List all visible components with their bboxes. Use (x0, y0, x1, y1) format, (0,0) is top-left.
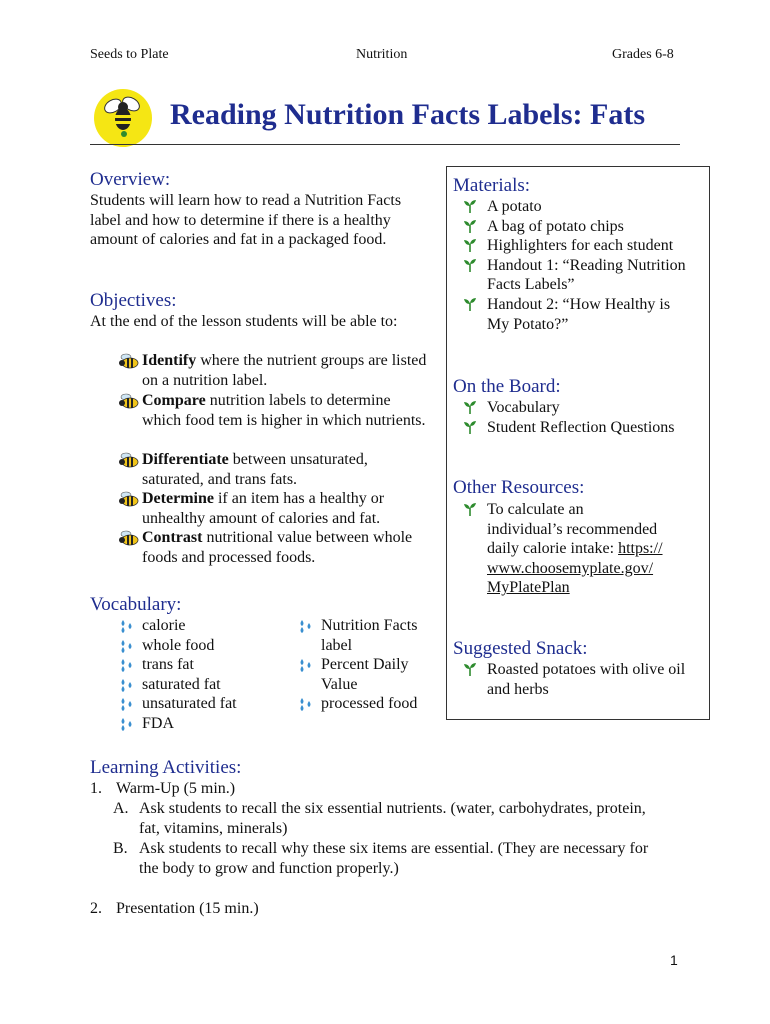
materials-item: A bag of potato chips (487, 217, 624, 235)
list-item (463, 418, 693, 438)
objective-text: if an item has a healthy or unhealthy amount of calories and fat. (142, 490, 385, 527)
step1a-text: Ask students to recall the six essential nutrients. (water, carbohydrates, protein, fat, vitamins, minerals) (139, 800, 646, 837)
board-list (463, 398, 693, 437)
title-rule (90, 144, 680, 145)
step1a-letter: A. (113, 800, 129, 817)
resources-heading: Other Resources: (453, 477, 585, 498)
sprout-icon (463, 501, 477, 523)
snack-heading: Suggested Snack: (453, 638, 588, 659)
list-item (463, 236, 693, 256)
objective-item (118, 351, 428, 390)
board-item: Vocabulary (487, 399, 560, 416)
vocab-term: trans fat (142, 656, 194, 674)
vocabulary-heading: Vocabulary: (90, 594, 182, 615)
bee-icon (118, 450, 140, 476)
objectives-intro: At the end of the lesson students will be able to: (90, 313, 398, 330)
objective-verb: Differentiate (142, 451, 229, 468)
header-center: Nutrition (356, 47, 408, 62)
step1-text: Warm-Up (5 min.) (116, 780, 236, 797)
step1-number: 1. (90, 780, 102, 797)
step1b-text: Ask students to recall why these six items are essential. (They are necessary for the body to grow and function properly.) (139, 840, 649, 877)
objective-text: nutrition labels to determine which food tem is higher in which nutrients. (142, 392, 426, 429)
objective-text: between unsaturated, saturated, and trans fats. (142, 451, 368, 488)
choosemyplate-link[interactable]: https://www.choosemyplate.gov/MyPlatePlan (487, 540, 663, 597)
list-item (297, 616, 432, 655)
step2-number: 2. (90, 900, 102, 917)
vocabulary-list-right (297, 616, 432, 714)
list-item (118, 714, 288, 734)
vocab-term: Percent Daily Value (321, 656, 409, 693)
vocab-term: whole food (142, 636, 215, 654)
page-number: 1 (670, 952, 678, 968)
list-item (118, 655, 288, 675)
droplets-icon (297, 696, 315, 718)
activities-heading: Learning Activities: (90, 757, 242, 778)
bee-icon (118, 391, 140, 417)
vocab-term: unsaturated fat (142, 695, 237, 713)
vocab-term: saturated fat (142, 675, 221, 693)
list-item (463, 295, 693, 334)
list-item (297, 655, 432, 694)
step1b-letter: B. (113, 840, 128, 857)
vocab-term: Nutrition Facts label (321, 617, 418, 654)
sprout-icon (463, 257, 477, 279)
list-item (118, 675, 288, 695)
vocab-term: FDA (142, 714, 175, 732)
snack-list (463, 660, 693, 699)
bee-icon (118, 528, 140, 554)
list-item (118, 636, 288, 656)
materials-item: Handout 1: “Reading Nutrition Facts Labels” (487, 256, 686, 294)
list-item (463, 660, 693, 699)
sprout-icon (463, 661, 477, 683)
materials-heading: Materials: (453, 175, 531, 196)
list-item (118, 616, 288, 636)
resources-text: To calculate an individual’s recommended daily calorie intake: (487, 501, 658, 558)
overview-heading: Overview: (90, 169, 171, 190)
materials-item: Handout 2: “How Healthy is My Potato?” (487, 295, 671, 333)
droplets-icon (118, 716, 136, 738)
objective-item (118, 450, 428, 489)
overview-text: Students will learn how to read a Nutrition Facts label and how to determine if there is a healthy amount of calories and fat in a packaged food. (90, 192, 402, 249)
objective-verb: Determine (142, 490, 214, 507)
sprout-icon (463, 419, 477, 441)
materials-item: A potato (487, 198, 542, 215)
objective-text: where the nutrient groups are listed on a nutrition label. (142, 352, 427, 389)
objective-item (118, 528, 428, 567)
list-item (463, 197, 693, 217)
vocab-term: processed food (321, 695, 418, 713)
objective-text: nutritional value between whole foods and processed foods. (142, 529, 413, 566)
materials-box (446, 166, 710, 720)
sprout-icon (463, 296, 477, 318)
list-item (297, 694, 432, 714)
droplets-icon (297, 618, 315, 640)
droplets-icon (297, 657, 315, 679)
list-item (463, 500, 663, 598)
objectives-heading: Objectives: (90, 290, 177, 311)
header-left: Seeds to Plate (90, 47, 169, 62)
materials-list (463, 197, 693, 334)
board-item: Student Reflection Questions (487, 418, 675, 436)
snack-item: Roasted potatoes with olive oil and herbs (487, 661, 686, 698)
step2-text: Presentation (15 min.) (116, 900, 259, 917)
materials-item: Highlighters for each student (487, 237, 674, 255)
objective-item (118, 489, 428, 528)
vocabulary-list-left (118, 616, 288, 734)
header-right: Grades 6-8 (612, 47, 674, 62)
objective-verb: Compare (142, 392, 206, 409)
objective-verb: Identify (142, 352, 197, 369)
objective-verb: Contrast (142, 529, 203, 546)
resources-list (463, 500, 663, 598)
board-heading: On the Board: (453, 376, 561, 397)
bee-icon (118, 489, 140, 515)
list-item (118, 694, 288, 714)
list-item (463, 217, 693, 237)
vocab-term: calorie (142, 617, 186, 634)
objective-item (118, 391, 428, 430)
page-title: Reading Nutrition Facts Labels: Fats (170, 98, 645, 131)
list-item (463, 256, 693, 295)
bee-icon (118, 351, 140, 377)
list-item (463, 398, 693, 418)
